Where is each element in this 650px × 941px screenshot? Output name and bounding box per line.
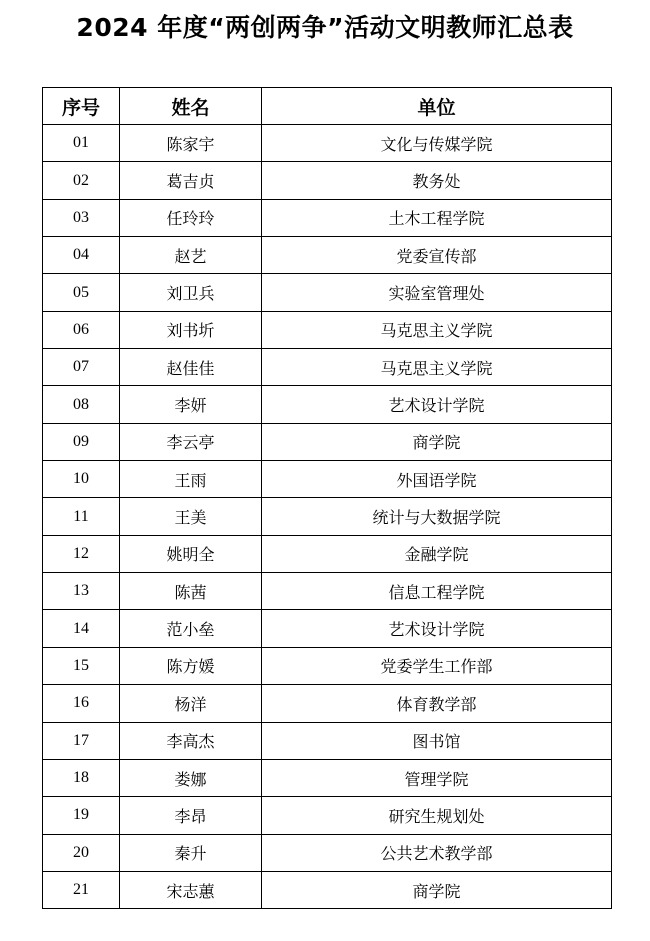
table-row (43, 610, 612, 647)
page-title: 2024 年度“两创两争”活动文明教师汇总表 (76, 13, 574, 42)
unit-cell: 党委学生工作部 (262, 647, 612, 684)
name-cell: 刘卫兵 (120, 274, 262, 311)
name-cell: 范小垒 (120, 610, 262, 647)
name-cell: 宋志蕙 (120, 871, 262, 908)
header-serial-number: 序号 (43, 88, 120, 125)
unit-cell: 统计与大数据学院 (262, 498, 612, 535)
serial-number-cell: 12 (43, 535, 120, 572)
table-row (43, 461, 612, 498)
name-cell: 娄娜 (120, 759, 262, 796)
serial-number-cell: 16 (43, 685, 120, 722)
unit-cell: 党委宣传部 (262, 237, 612, 274)
table-row (43, 423, 612, 460)
name-cell: 李昂 (120, 797, 262, 834)
name-cell: 杨洋 (120, 685, 262, 722)
table-row (43, 759, 612, 796)
table-row (43, 834, 612, 871)
table-row (43, 199, 612, 236)
unit-cell: 教务处 (262, 162, 612, 199)
serial-number-cell: 08 (43, 386, 120, 423)
unit-cell: 外国语学院 (262, 461, 612, 498)
table-row (43, 349, 612, 386)
unit-cell: 信息工程学院 (262, 573, 612, 610)
table-row (43, 535, 612, 572)
table-row (43, 722, 612, 759)
serial-number-cell: 17 (43, 722, 120, 759)
unit-cell: 实验室管理处 (262, 274, 612, 311)
serial-number-cell: 21 (43, 871, 120, 908)
table-row (43, 125, 612, 162)
unit-cell: 金融学院 (262, 535, 612, 572)
serial-number-cell: 06 (43, 311, 120, 348)
table-row (43, 386, 612, 423)
name-cell: 李云亭 (120, 423, 262, 460)
serial-number-cell: 19 (43, 797, 120, 834)
table-row (43, 162, 612, 199)
summary-table (42, 87, 612, 909)
unit-cell: 公共艺术教学部 (262, 834, 612, 871)
name-cell: 任玲玲 (120, 199, 262, 236)
serial-number-cell: 14 (43, 610, 120, 647)
serial-number-cell: 02 (43, 162, 120, 199)
serial-number-cell: 03 (43, 199, 120, 236)
unit-cell: 图书馆 (262, 722, 612, 759)
unit-cell: 艺术设计学院 (262, 610, 612, 647)
serial-number-cell: 10 (43, 461, 120, 498)
name-cell: 王雨 (120, 461, 262, 498)
unit-cell: 体育教学部 (262, 685, 612, 722)
unit-cell: 土木工程学院 (262, 199, 612, 236)
name-cell: 王美 (120, 498, 262, 535)
serial-number-cell: 15 (43, 647, 120, 684)
header-name: 姓名 (120, 88, 262, 125)
name-cell: 李高杰 (120, 722, 262, 759)
table-row (43, 274, 612, 311)
serial-number-cell: 11 (43, 498, 120, 535)
unit-cell: 马克思主义学院 (262, 349, 612, 386)
header-unit: 单位 (262, 88, 612, 125)
table-row (43, 573, 612, 610)
table-row (43, 311, 612, 348)
table-row (43, 685, 612, 722)
unit-cell: 管理学院 (262, 759, 612, 796)
name-cell: 李妍 (120, 386, 262, 423)
table-row (43, 647, 612, 684)
table-header-row (43, 88, 612, 125)
name-cell: 陈方媛 (120, 647, 262, 684)
unit-cell: 马克思主义学院 (262, 311, 612, 348)
name-cell: 刘书圻 (120, 311, 262, 348)
serial-number-cell: 13 (43, 573, 120, 610)
unit-cell: 文化与传媒学院 (262, 125, 612, 162)
unit-cell: 商学院 (262, 423, 612, 460)
name-cell: 秦升 (120, 834, 262, 871)
serial-number-cell: 18 (43, 759, 120, 796)
name-cell: 赵艺 (120, 237, 262, 274)
serial-number-cell: 20 (43, 834, 120, 871)
table-row (43, 237, 612, 274)
unit-cell: 研究生规划处 (262, 797, 612, 834)
table-row (43, 871, 612, 908)
serial-number-cell: 01 (43, 125, 120, 162)
name-cell: 陈茜 (120, 573, 262, 610)
serial-number-cell: 04 (43, 237, 120, 274)
table-row (43, 498, 612, 535)
name-cell: 陈家宇 (120, 125, 262, 162)
unit-cell: 艺术设计学院 (262, 386, 612, 423)
serial-number-cell: 09 (43, 423, 120, 460)
unit-cell: 商学院 (262, 871, 612, 908)
serial-number-cell: 07 (43, 349, 120, 386)
name-cell: 赵佳佳 (120, 349, 262, 386)
name-cell: 姚明全 (120, 535, 262, 572)
table-row (43, 797, 612, 834)
serial-number-cell: 05 (43, 274, 120, 311)
name-cell: 葛吉贞 (120, 162, 262, 199)
